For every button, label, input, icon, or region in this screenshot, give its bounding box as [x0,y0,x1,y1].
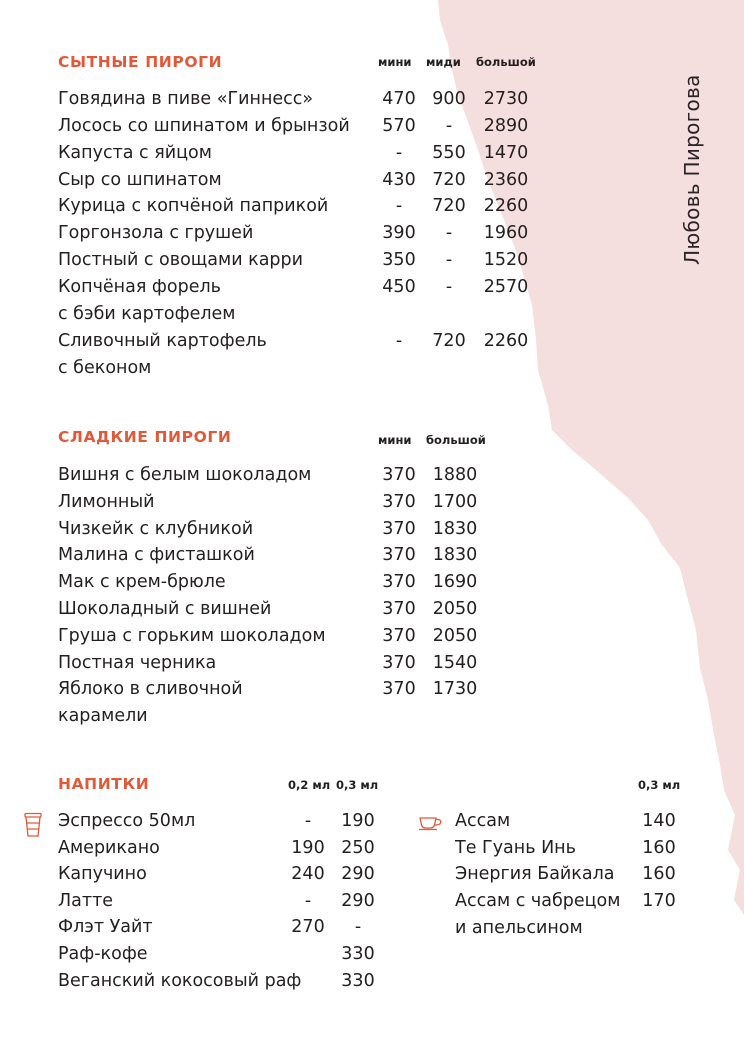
item-name: Вишня с белым шоколадом [58,465,312,485]
item-name-continued: с беконом [58,357,152,378]
pie-row [58,247,548,274]
price-large: 1520 [483,250,529,271]
price-mini: 430 [382,169,416,190]
pie-row [58,113,548,140]
item-name: Ассам [455,811,511,831]
sweet-col-large: большой [426,433,486,447]
price-02: 240 [291,864,325,885]
tea-row [455,861,685,888]
drink-row [58,835,388,862]
pie-row [58,516,498,543]
item-name-continued: с бэби картофелем [58,303,236,324]
price-large: 2050 [432,599,478,619]
item-name: Сыр со шпинатом [58,169,222,190]
price-large: 2050 [432,625,478,646]
price-large: 1960 [483,223,529,244]
item-name: Сливочный картофель [58,330,267,351]
price-mini: - [395,142,403,163]
tea-row [455,888,685,938]
price-mini: 370 [382,465,416,485]
pie-row [58,650,498,677]
price-large: 2570 [483,276,529,297]
price-mini: 570 [382,115,416,136]
price-mini: 370 [382,679,416,700]
pie-row [58,569,498,596]
price-mini: 470 [382,89,416,109]
price-large: 1730 [432,679,478,700]
price-midi: - [445,250,453,271]
pie-row [58,193,548,220]
drink-row [58,808,388,835]
item-name-continued: и апельсином [455,917,583,938]
tea-row [455,808,685,835]
pie-row [58,86,548,113]
item-name: Энергия Байкала [455,864,615,885]
drink-row [58,888,388,915]
price-mini: 390 [382,223,416,244]
price-large: 2730 [483,89,529,109]
price-large: 1830 [432,518,478,539]
price-large: 1880 [432,465,478,485]
price-mini: 370 [382,518,416,539]
tea-row [455,835,685,862]
savory-col-large: большой [476,55,536,69]
pie-row [58,462,498,489]
pie-row [58,596,498,623]
price-03: 290 [341,890,375,911]
coffee-col-02: 0,2 мл [288,778,331,792]
price-03: 330 [341,944,375,964]
pie-row [58,623,498,650]
item-name: Постная черника [58,652,217,673]
savory-col-midi: миди [426,55,461,69]
item-name: Капучино [58,864,147,885]
price-mini: 370 [382,652,416,673]
price-03: 160 [642,864,676,885]
price-02: 190 [291,837,325,858]
price-large: 2360 [483,169,529,190]
price-02: - [304,890,312,911]
pie-row [58,676,498,727]
brand-logo: Любовь Пирогова [680,74,704,265]
item-name: Американо [58,837,160,858]
coffee-col-03: 0,3 мл [336,778,379,792]
price-large: 1690 [432,572,478,593]
item-name: Веганский кокосовый раф [58,970,302,991]
pie-row [58,542,498,569]
price-midi: 900 [432,89,466,109]
price-03: - [354,917,362,938]
item-name: Горгонзола с грушей [58,223,254,244]
price-mini: 370 [382,599,416,619]
price-midi: 720 [432,330,466,351]
price-03: 250 [341,837,375,858]
item-name: Яблоко в сливочной [58,679,243,700]
price-03: 190 [341,811,375,831]
price-large: 1470 [483,142,529,163]
item-name: Латте [58,890,114,911]
price-mini: 370 [382,572,416,593]
item-name: Малина с фисташкой [58,545,255,566]
savory-col-mini: мини [378,55,412,69]
price-mini: - [395,196,403,217]
pie-row [58,167,548,194]
price-03: 290 [341,864,375,885]
item-name: Эспрессо 50мл [58,811,196,831]
price-midi: - [445,223,453,244]
drink-row [58,861,388,888]
item-name: Груша с горьким шоколадом [58,625,326,646]
item-name: Те Гуань Инь [455,837,576,858]
price-02: 270 [291,917,325,938]
pie-row [58,274,548,324]
price-mini: - [395,330,403,351]
teacup-icon [418,815,444,831]
item-name: Говядина в пиве «Гиннесс» [58,89,314,109]
item-name: Лосось со шпинатом и брынзой [58,115,350,136]
item-name: Ассам с чабрецом [455,890,621,911]
drink-row [58,941,388,968]
price-03: 330 [341,970,375,991]
price-large: 2890 [483,115,529,136]
pie-row [58,489,498,516]
price-midi: 720 [432,169,466,190]
price-mini: 370 [382,625,416,646]
item-name-continued: карамели [58,706,148,727]
price-03: 140 [642,811,676,831]
price-large: 2260 [483,196,529,217]
price-mini: 450 [382,276,416,297]
tea-col-03: 0,3 мл [638,778,681,792]
price-03: 170 [642,890,676,911]
item-name: Лимонный [58,491,155,512]
item-name: Копчёная форель [58,276,221,297]
price-mini: 350 [382,250,416,271]
savory-section-title: СЫТНЫЕ ПИРОГИ [58,53,223,71]
pie-row [58,328,548,378]
price-02: - [304,811,312,831]
price-large: 1540 [432,652,478,673]
pie-row [58,140,548,167]
item-name: Капуста с яйцом [58,142,212,163]
item-name: Мак с крем-брюле [58,572,226,593]
drink-row [58,968,388,995]
pie-row [58,220,548,247]
item-name: Чизкейк с клубникой [58,518,254,539]
sweet-section-title: СЛАДКИЕ ПИРОГИ [58,428,232,446]
price-midi: - [445,276,453,297]
item-name: Курица с копчёной паприкой [58,196,329,217]
item-name: Постный с овощами карри [58,250,304,271]
drink-row [58,914,388,941]
item-name: Флэт Уайт [58,917,153,938]
price-midi: - [445,115,453,136]
item-name: Шоколадный с вишней [58,599,272,619]
item-name: Раф-кофе [58,944,148,964]
price-large: 1700 [432,491,478,512]
price-mini: 370 [382,545,416,566]
price-large: 2260 [483,330,529,351]
drinks-section-title: НАПИТКИ [58,775,150,793]
coffee-cup-icon [22,812,44,838]
price-large: 1830 [432,545,478,566]
price-03: 160 [642,837,676,858]
price-midi: 720 [432,196,466,217]
sweet-col-mini: мини [378,433,412,447]
price-midi: 550 [432,142,466,163]
price-mini: 370 [382,491,416,512]
